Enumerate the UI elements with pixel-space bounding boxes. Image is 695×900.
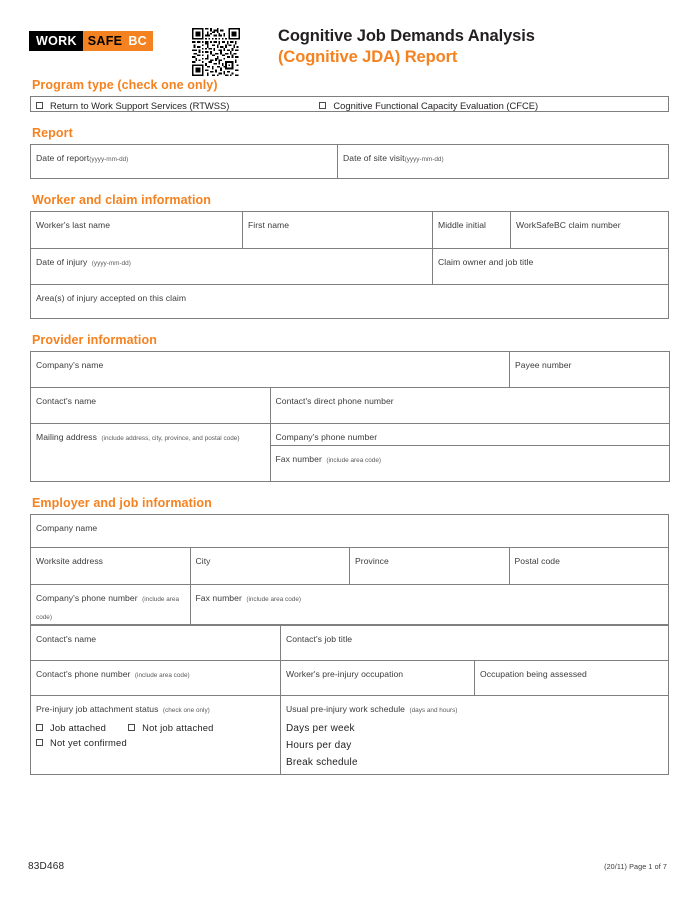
table-row bbox=[31, 212, 669, 249]
table-row bbox=[31, 424, 670, 446]
field-province[interactable] bbox=[350, 548, 510, 585]
field-hint: (check one only) bbox=[162, 707, 210, 714]
table-row bbox=[31, 661, 669, 696]
field-label: Pre-injury job attachment status bbox=[36, 704, 159, 714]
field-city[interactable] bbox=[190, 548, 350, 585]
checkbox-icon-not-yet-confirmed[interactable] bbox=[36, 739, 43, 746]
field-label: Fax number bbox=[275, 454, 322, 464]
checkbox-label: Not job attached bbox=[142, 722, 214, 733]
field-provider-fax-number[interactable] bbox=[270, 446, 670, 482]
table-row bbox=[31, 548, 669, 585]
field-hint: (include area code) bbox=[134, 672, 190, 679]
logo-word-bc: BC bbox=[127, 31, 153, 51]
field-hint: (yyyy-mm-dd) bbox=[91, 260, 131, 267]
table-row bbox=[31, 249, 669, 285]
field-label: Occupation being assessed bbox=[480, 669, 587, 679]
page-footer bbox=[28, 861, 667, 872]
table-row bbox=[31, 626, 669, 661]
page-header bbox=[28, 0, 667, 78]
employer-job-table bbox=[30, 514, 669, 625]
field-label: First name bbox=[248, 220, 290, 230]
table-row bbox=[31, 388, 670, 424]
checkbox-icon[interactable] bbox=[36, 102, 43, 109]
title-line-1: Cognitive Job Demands Analysis bbox=[278, 27, 535, 45]
section-heading-worker-claim: Worker and claim information bbox=[32, 193, 211, 207]
field-hint: (include area code) bbox=[326, 457, 382, 464]
field-contact-direct-phone[interactable] bbox=[270, 388, 670, 424]
field-provider-company-phone[interactable] bbox=[270, 424, 670, 446]
field-label: Contact's phone number bbox=[36, 669, 131, 679]
field-mailing-address[interactable] bbox=[31, 424, 271, 482]
field-payee-number[interactable] bbox=[510, 352, 670, 388]
field-label: Date of report bbox=[36, 153, 90, 163]
section-heading-report: Report bbox=[32, 126, 73, 140]
field-label: Worksite address bbox=[36, 556, 104, 566]
field-occupation-being-assessed[interactable] bbox=[475, 661, 669, 696]
table-row bbox=[31, 97, 669, 112]
field-label: Area(s) of injury accepted on this claim bbox=[36, 293, 187, 303]
field-hint: (include area code) bbox=[36, 596, 180, 621]
field-provider-contact-name[interactable] bbox=[31, 388, 271, 424]
field-worker-last-name[interactable] bbox=[31, 212, 243, 249]
worker-claim-table bbox=[30, 211, 669, 319]
field-label: Company's phone number bbox=[275, 432, 378, 442]
field-postal-code[interactable] bbox=[509, 548, 669, 585]
checkbox-icon-job-attached[interactable] bbox=[36, 724, 43, 731]
field-date-of-site-visit[interactable] bbox=[338, 145, 669, 179]
field-label: WorkSafeBC claim number bbox=[516, 220, 621, 230]
section-heading-program-type: Program type (check one only) bbox=[32, 78, 218, 92]
employer-contact-table bbox=[30, 625, 669, 775]
logo-word-work: WORK bbox=[29, 31, 83, 51]
field-employer-contact-name[interactable] bbox=[31, 626, 281, 661]
checkbox-icon-not-job-attached[interactable] bbox=[128, 724, 135, 731]
field-employer-company-name[interactable] bbox=[31, 515, 669, 548]
field-label: Worker's last name bbox=[36, 220, 111, 230]
field-employer-fax-number[interactable] bbox=[190, 585, 669, 625]
report-table bbox=[30, 144, 669, 179]
checkbox-label: Not yet confirmed bbox=[50, 737, 127, 748]
schedule-line-break-schedule: Break schedule bbox=[286, 757, 358, 768]
field-areas-of-injury[interactable] bbox=[31, 285, 669, 319]
page-title bbox=[278, 26, 535, 68]
schedule-line-days-per-week: Days per week bbox=[286, 723, 355, 734]
page-info: (20/11) Page 1 of 7 bbox=[604, 862, 667, 871]
field-label: Company's phone number bbox=[36, 593, 138, 603]
field-employer-contact-phone[interactable] bbox=[31, 661, 281, 696]
field-claim-number[interactable] bbox=[511, 212, 669, 249]
checkbox-label: Return to Work Support Services (RTWSS) bbox=[50, 100, 230, 111]
field-label: City bbox=[195, 556, 211, 566]
field-date-of-report[interactable] bbox=[31, 145, 338, 179]
field-claim-owner[interactable] bbox=[433, 249, 669, 285]
table-row bbox=[31, 145, 669, 179]
field-label: Mailing address bbox=[36, 432, 97, 442]
field-label: Company name bbox=[36, 523, 98, 533]
field-employer-company-phone[interactable] bbox=[31, 585, 191, 625]
field-label: Date of injury bbox=[36, 257, 88, 267]
field-worker-first-name[interactable] bbox=[243, 212, 433, 249]
field-worksite-address[interactable] bbox=[31, 548, 191, 585]
field-hint: (include address, city, province, and postal code) bbox=[101, 435, 240, 442]
field-label: Company's name bbox=[36, 360, 104, 370]
provider-information-table bbox=[30, 351, 670, 482]
field-label: Date of site visit bbox=[343, 153, 405, 163]
table-row bbox=[31, 515, 669, 548]
field-middle-initial[interactable] bbox=[433, 212, 511, 249]
field-label: Postal code bbox=[514, 556, 560, 566]
checkbox-option-cfce[interactable] bbox=[319, 100, 538, 111]
program-type-options-cell bbox=[31, 97, 669, 112]
program-type-table bbox=[30, 96, 669, 112]
field-hint: (days and hours) bbox=[409, 707, 458, 714]
logo-word-safe: SAFE bbox=[83, 31, 128, 51]
field-label: Province bbox=[355, 556, 389, 566]
section-heading-provider: Provider information bbox=[32, 333, 157, 347]
field-hint: (yyyy-mm-dd) bbox=[89, 156, 129, 163]
field-label: Contact's name bbox=[36, 634, 97, 644]
worksafebc-logo bbox=[28, 30, 145, 52]
table-row bbox=[31, 285, 669, 319]
qr-code-icon bbox=[192, 28, 240, 81]
checkbox-option-rtwss[interactable] bbox=[36, 100, 229, 111]
field-label: Worker's pre-injury occupation bbox=[286, 669, 404, 679]
field-job-attachment-status[interactable] bbox=[31, 696, 281, 775]
table-row bbox=[31, 696, 669, 775]
field-label: Usual pre-injury work schedule bbox=[286, 704, 405, 714]
section-heading-employer-job: Employer and job information bbox=[32, 496, 212, 510]
form-number: 83D468 bbox=[28, 861, 65, 872]
checkbox-icon[interactable] bbox=[319, 102, 326, 109]
checkbox-label: Job attached bbox=[50, 722, 107, 733]
schedule-line-hours-per-day: Hours per day bbox=[286, 740, 352, 751]
title-line-2: (Cognitive JDA) Report bbox=[278, 48, 458, 66]
field-label: Contact's direct phone number bbox=[275, 396, 394, 406]
field-work-schedule[interactable] bbox=[281, 696, 669, 775]
field-hint: (yyyy-mm-dd) bbox=[404, 156, 444, 163]
field-label: Contact's name bbox=[36, 396, 97, 406]
field-label: Fax number bbox=[195, 593, 242, 603]
table-row bbox=[31, 352, 670, 388]
field-label: Claim owner and job title bbox=[438, 257, 534, 267]
field-label: Contact's job title bbox=[286, 634, 353, 644]
field-pre-injury-occupation[interactable] bbox=[281, 661, 475, 696]
table-row bbox=[31, 585, 669, 625]
field-hint: (include area code) bbox=[246, 596, 302, 603]
field-label: Middle initial bbox=[438, 220, 486, 230]
checkbox-label: Cognitive Functional Capacity Evaluation (CFCE) bbox=[333, 100, 539, 111]
field-provider-company-name[interactable] bbox=[31, 352, 510, 388]
field-label: Payee number bbox=[515, 360, 572, 370]
field-date-of-injury[interactable] bbox=[31, 249, 433, 285]
field-contact-job-title[interactable] bbox=[281, 626, 669, 661]
